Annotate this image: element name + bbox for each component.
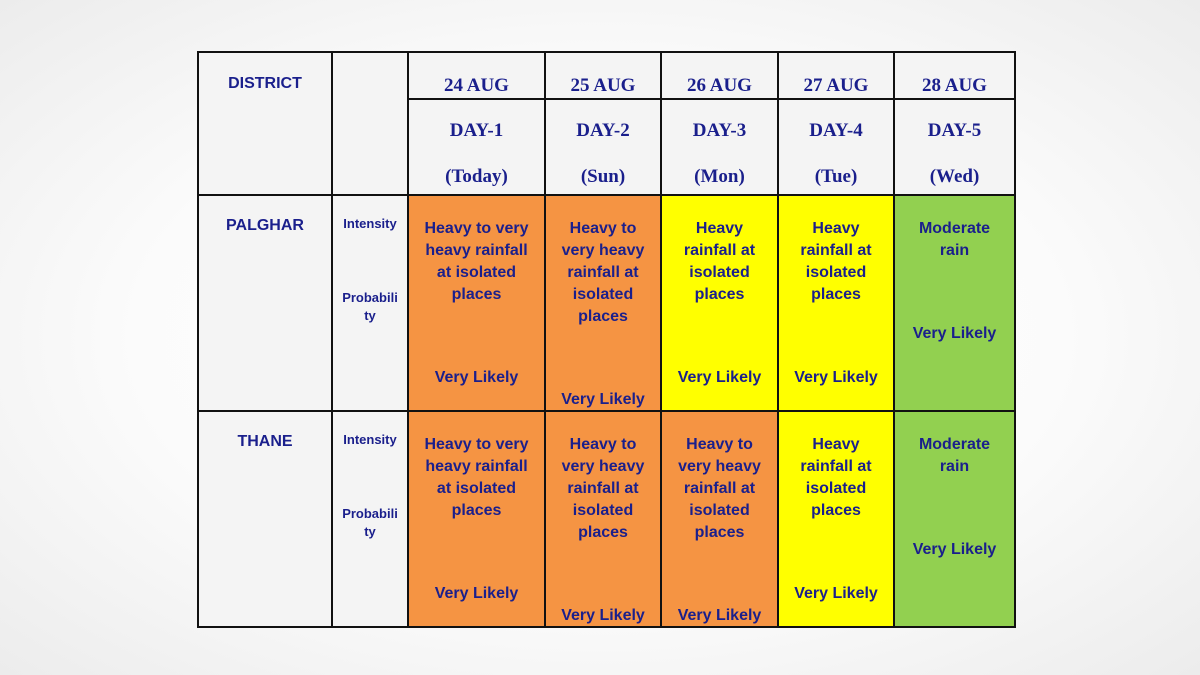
- intensity-value: Moderate rain: [918, 436, 991, 475]
- intensity-value: Heavy rainfall at isolated places: [800, 220, 872, 303]
- parameter-label-cell: [332, 411, 408, 627]
- day-cell-day1: [408, 99, 545, 195]
- district-name: THANE: [237, 433, 293, 450]
- day-label: DAY-3: [692, 120, 747, 141]
- weekday-label: (Wed): [929, 166, 980, 187]
- date-label: 26 AUG: [687, 75, 752, 96]
- probability-value: Very Likely: [677, 369, 762, 386]
- forecast-cell: [408, 195, 545, 411]
- probability-label-line1: Probabili: [342, 506, 398, 521]
- district-row-thane: [198, 411, 1015, 627]
- date-cell-day2: [545, 52, 661, 99]
- intensity-value: Heavy to very heavy rainfall at isolated places: [561, 220, 645, 325]
- forecast-cell: [894, 195, 1015, 411]
- forecast-cell: [778, 411, 894, 627]
- header-row-dates: [198, 52, 1015, 99]
- day-label: DAY-4: [809, 120, 863, 141]
- district-name-cell: [198, 195, 332, 411]
- forecast-cell: [545, 411, 661, 627]
- date-cell-day1: [408, 52, 545, 99]
- intensity-value: Moderate rain: [918, 220, 991, 259]
- probability-value: Very Likely: [434, 369, 519, 386]
- district-name: PALGHAR: [226, 217, 304, 234]
- date-cell-day3: [661, 52, 778, 99]
- probability-label-line2: ty: [364, 308, 376, 323]
- probability-label-line2: ty: [364, 524, 376, 539]
- forecast-cell: [894, 411, 1015, 627]
- date-label: 28 AUG: [922, 75, 987, 96]
- day-label: DAY-1: [449, 120, 504, 141]
- forecast-cell: [408, 411, 545, 627]
- probability-value: Very Likely: [434, 585, 519, 602]
- intensity-label: Intensity: [343, 216, 397, 231]
- day-label: DAY-5: [927, 120, 982, 141]
- day-cell-day4: [778, 99, 894, 195]
- intensity-value: Heavy to very heavy rainfall at isolated places: [424, 220, 529, 303]
- probability-value: Very Likely: [794, 369, 878, 386]
- day-label: DAY-2: [576, 120, 630, 141]
- district-name-cell: [198, 411, 332, 627]
- probability-value: Very Likely: [561, 391, 645, 408]
- weekday-label: (Sun): [580, 166, 626, 187]
- district-header-cell: [198, 52, 332, 195]
- probability-value: Very Likely: [561, 607, 645, 624]
- weekday-label: (Today): [445, 166, 508, 187]
- intensity-value: Heavy to very heavy rainfall at isolated places: [561, 436, 645, 541]
- forecast-cell: [661, 195, 778, 411]
- forecast-cell: [661, 411, 778, 627]
- probability-value: Very Likely: [794, 585, 878, 602]
- district-row-palghar: [198, 195, 1015, 411]
- date-cell-day5: [894, 52, 1015, 99]
- date-label: 27 AUG: [803, 75, 869, 96]
- forecast-cell: [545, 195, 661, 411]
- intensity-value: Heavy rainfall at isolated places: [800, 436, 872, 519]
- date-label: 24 AUG: [444, 75, 509, 96]
- probability-value: Very Likely: [677, 607, 762, 624]
- date-cell-day4: [778, 52, 894, 99]
- date-label: 25 AUG: [570, 75, 636, 96]
- probability-value: Very Likely: [912, 541, 997, 558]
- day-cell-day3: [661, 99, 778, 195]
- weekday-label: (Mon): [694, 166, 745, 187]
- parameter-label-cell: [332, 195, 408, 411]
- intensity-label: Intensity: [343, 432, 397, 447]
- weekday-label: (Tue): [814, 166, 858, 187]
- forecast-table: [197, 51, 1016, 628]
- parameter-header-cell: [332, 52, 408, 195]
- day-cell-day2: [545, 99, 661, 195]
- probability-label-line1: Probabili: [342, 290, 398, 305]
- intensity-value: Heavy to very heavy rainfall at isolated places: [424, 436, 529, 519]
- day-cell-day5: [894, 99, 1015, 195]
- intensity-value: Heavy rainfall at isolated places: [683, 220, 756, 303]
- intensity-value: Heavy to very heavy rainfall at isolated places: [678, 436, 761, 541]
- probability-value: Very Likely: [912, 325, 997, 342]
- forecast-cell: [778, 195, 894, 411]
- district-header-label: DISTRICT: [228, 75, 302, 92]
